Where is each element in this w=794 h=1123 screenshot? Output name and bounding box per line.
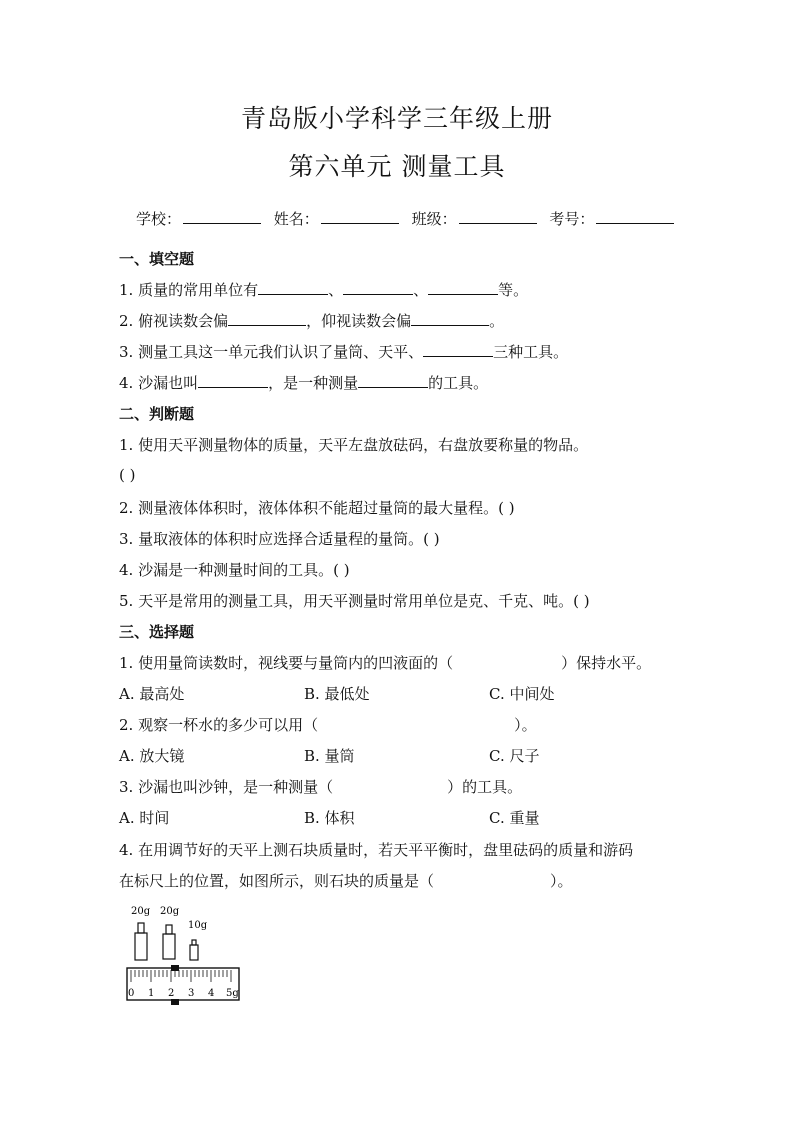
weight-label-1: 20g [131, 906, 151, 917]
tf-question-2: 2. 测量液体体积时，液体体积不能超过量筒的最大量程。( ) [119, 499, 515, 517]
choice-1-option-a[interactable]: A. 最高处 [119, 685, 185, 703]
choice-3-option-b[interactable]: B. 体积 [304, 809, 355, 827]
exam-number-field[interactable] [596, 209, 674, 224]
tf-question-5: 5. 天平是常用的测量工具，用天平测量时常用单位是克、千克、吨。( ) [119, 592, 590, 610]
answer-blank[interactable] [258, 280, 328, 295]
q-text: ）。 [514, 716, 537, 734]
tick-label-3: 3 [188, 988, 195, 999]
q-text: 等。 [498, 281, 529, 299]
section-fill-blank-heading: 一、填空题 [119, 250, 195, 268]
tf-question-1-paren[interactable]: ( ) [119, 466, 136, 484]
answer-blank[interactable] [411, 311, 489, 326]
q-text: ，是一种测量 [268, 374, 359, 392]
q-text: 2. 俯视读数会偏 [119, 312, 229, 330]
weight-label-3: 10g [188, 920, 208, 931]
q-text: 1. 质量的常用单位有 [119, 281, 259, 299]
choice-3-option-c[interactable]: C. 重量 [489, 809, 540, 827]
choice-1-option-c[interactable]: C. 中间处 [489, 685, 555, 703]
q-text: 2. 观察一杯水的多少可以用（ [119, 716, 319, 734]
choice-2-option-b[interactable]: B. 量筒 [304, 747, 355, 765]
q-text: 、 [328, 281, 344, 299]
q-text: 在标尺上的位置，如图所示，则石块的质量是（ [119, 872, 435, 890]
name-label: 姓名： [273, 210, 319, 228]
answer-blank[interactable] [428, 280, 498, 295]
choice-2-option-c[interactable]: C. 尺子 [489, 747, 540, 765]
choice-2-option-a[interactable]: A. 放大镜 [119, 747, 185, 765]
tick-label-1: 1 [148, 988, 155, 999]
answer-blank[interactable] [343, 280, 413, 295]
rider-marker-top[interactable] [171, 965, 179, 971]
q-text: 3. 测量工具这一单元我们认识了量筒、天平、 [119, 343, 424, 361]
tf-question-3: 3. 量取液体的体积时应选择合适量程的量筒。( ) [119, 530, 440, 548]
weight-20g-icon [135, 923, 147, 960]
rider-marker-bottom[interactable] [171, 999, 179, 1005]
choice-question-4-line2 [119, 870, 573, 891]
name-field[interactable] [321, 209, 399, 224]
class-label: 班级： [411, 210, 457, 228]
section-true-false-heading: 二、判断题 [119, 405, 195, 423]
q-text: ，仰视读数会偏 [306, 312, 412, 330]
q-text: ）。 [550, 872, 573, 890]
school-field[interactable] [183, 209, 261, 224]
q-text: 4. 沙漏也叫 [119, 374, 199, 392]
q-text: 。 [489, 312, 505, 330]
q-text: 的工具。 [428, 374, 489, 392]
q-text: 三种工具。 [493, 343, 569, 361]
class-field[interactable] [459, 209, 537, 224]
choice-question-3 [119, 776, 522, 797]
school-label: 学校： [136, 210, 182, 228]
tick-label-0: 0 [128, 988, 135, 999]
scale-ticks [131, 970, 231, 982]
weight-10g-icon [190, 940, 198, 960]
choice-question-4-line1: 4. 在用调节好的天平上测石块质量时，若天平平衡时，盘里砝码的质量和游码 [119, 841, 634, 859]
page-subtitle: 第六单元 测量工具 [288, 152, 506, 181]
section-choice-heading: 三、选择题 [119, 623, 195, 641]
choice-3-option-a[interactable]: A. 时间 [119, 809, 170, 827]
tf-question-4: 4. 沙漏是一种测量时间的工具。( ) [119, 561, 350, 579]
exam-number-label: 考号： [549, 210, 595, 228]
tick-label-2: 2 [168, 988, 175, 999]
fill-question-2 [119, 310, 504, 331]
weight-label-2: 20g [160, 906, 180, 917]
q-text: 3. 沙漏也叫沙钟，是一种测量（ [119, 778, 334, 796]
tick-label-5: 5g [226, 988, 239, 999]
tf-question-1: 1. 使用天平测量物体的质量，天平左盘放砝码，右盘放要称量的物品。 [119, 436, 589, 454]
fill-question-1 [119, 279, 528, 300]
student-info-row [136, 208, 682, 229]
choice-question-1 [119, 652, 651, 673]
answer-blank[interactable] [358, 373, 428, 388]
fill-question-4 [119, 372, 488, 393]
choice-question-2 [119, 714, 537, 735]
choice-1-option-b[interactable]: B. 最低处 [304, 685, 370, 703]
answer-blank[interactable] [423, 342, 493, 357]
q-text: ）的工具。 [447, 778, 523, 796]
q-text: ）保持水平。 [561, 654, 652, 672]
answer-blank[interactable] [228, 311, 306, 326]
weight-20g-icon [163, 925, 175, 959]
q-text: 1. 使用量筒读数时，视线要与量筒内的凹液面的（ [119, 654, 454, 672]
fill-question-3 [119, 341, 568, 362]
answer-blank[interactable] [198, 373, 268, 388]
balance-figure [120, 900, 250, 1012]
tick-label-4: 4 [208, 988, 215, 999]
q-text: 、 [413, 281, 429, 299]
page-title: 青岛版小学科学三年级上册 [240, 104, 553, 133]
